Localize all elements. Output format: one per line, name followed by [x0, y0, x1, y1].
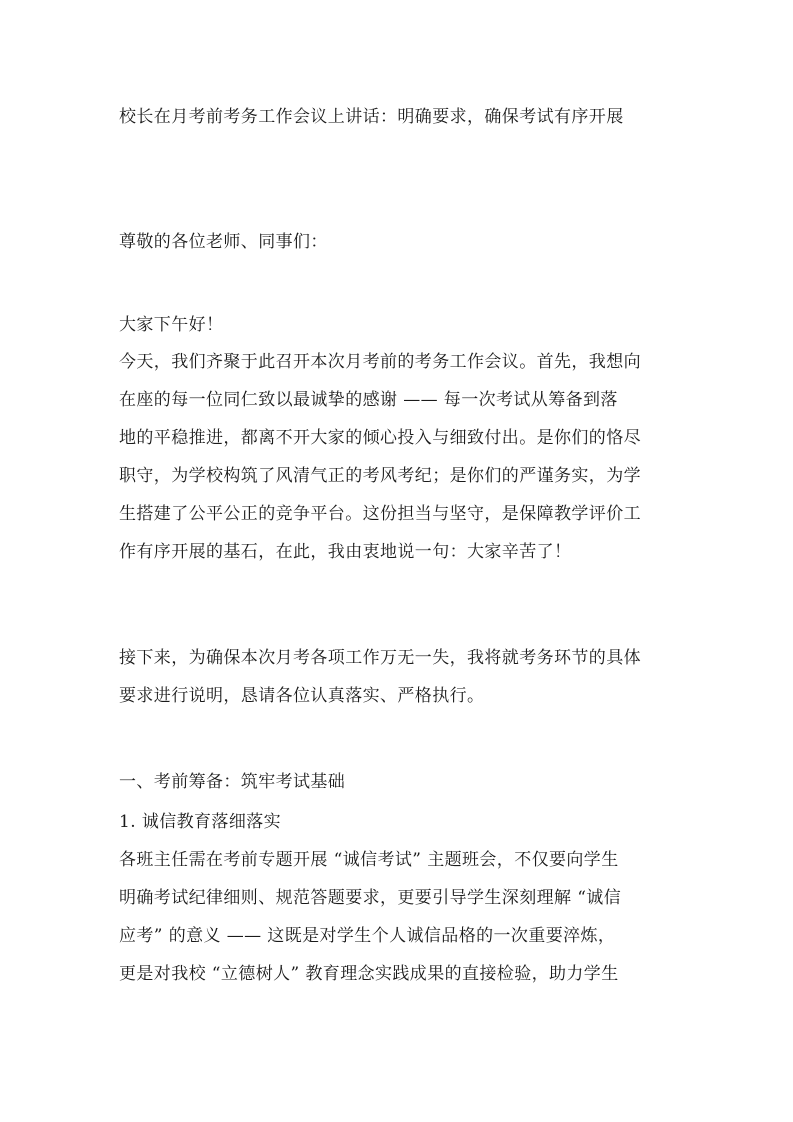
paragraph-line: 要求进行说明，恳请各位认真落实、严格执行。 [119, 686, 485, 706]
paragraph-line: 生搭建了公平公正的竞争平台。这份担当与坚守，是保障教学评价工 [119, 504, 641, 524]
paragraph-line: 明确考试纪律细则、规范答题要求，更要引导学生深刻理解 “诚信 [119, 888, 622, 908]
paragraph-line: 地的平稳推进，都离不开大家的倾心投入与细致付出。是你们的恪尽 [119, 428, 641, 448]
section-heading: 一、考前筹备：筑牢考试基础 [119, 772, 346, 792]
document-title: 校长在月考前考务工作会议上讲话：明确要求，确保考试有序开展 [119, 107, 624, 127]
paragraph-line: 今天，我们齐聚于此召开本次月考前的考务工作会议。首先，我想向 [119, 352, 641, 372]
paragraph-line: 各班主任需在考前专题开展 “诚信考试” 主题班会，不仅要向学生 [119, 850, 619, 870]
paragraph-line: 更是对我校 “立德树人” 教育理念实践成果的直接检验，助力学生 [119, 964, 619, 984]
greeting: 大家下午好！ [119, 315, 224, 335]
subsection-heading: 1. 诚信教育落细落实 [119, 812, 282, 832]
paragraph-line: 在座的每一位同仁致以最诚挚的感谢 —— 每一次考试从筹备到落 [119, 390, 618, 410]
paragraph-line: 应考” 的意义 —— 这既是对学生个人诚信品格的一次重要淬炼， [119, 926, 616, 946]
paragraph-line: 接下来，为确保本次月考各项工作万无一失，我将就考务环节的具体 [119, 648, 641, 668]
paragraph-line: 职守，为学校构筑了风清气正的考风考纪；是你们的严谨务实，为学 [119, 466, 641, 486]
paragraph-line: 作有序开展的基石，在此，我由衷地说一句：大家辛苦了！ [119, 542, 572, 562]
salutation: 尊敬的各位老师、同事们： [119, 232, 328, 252]
